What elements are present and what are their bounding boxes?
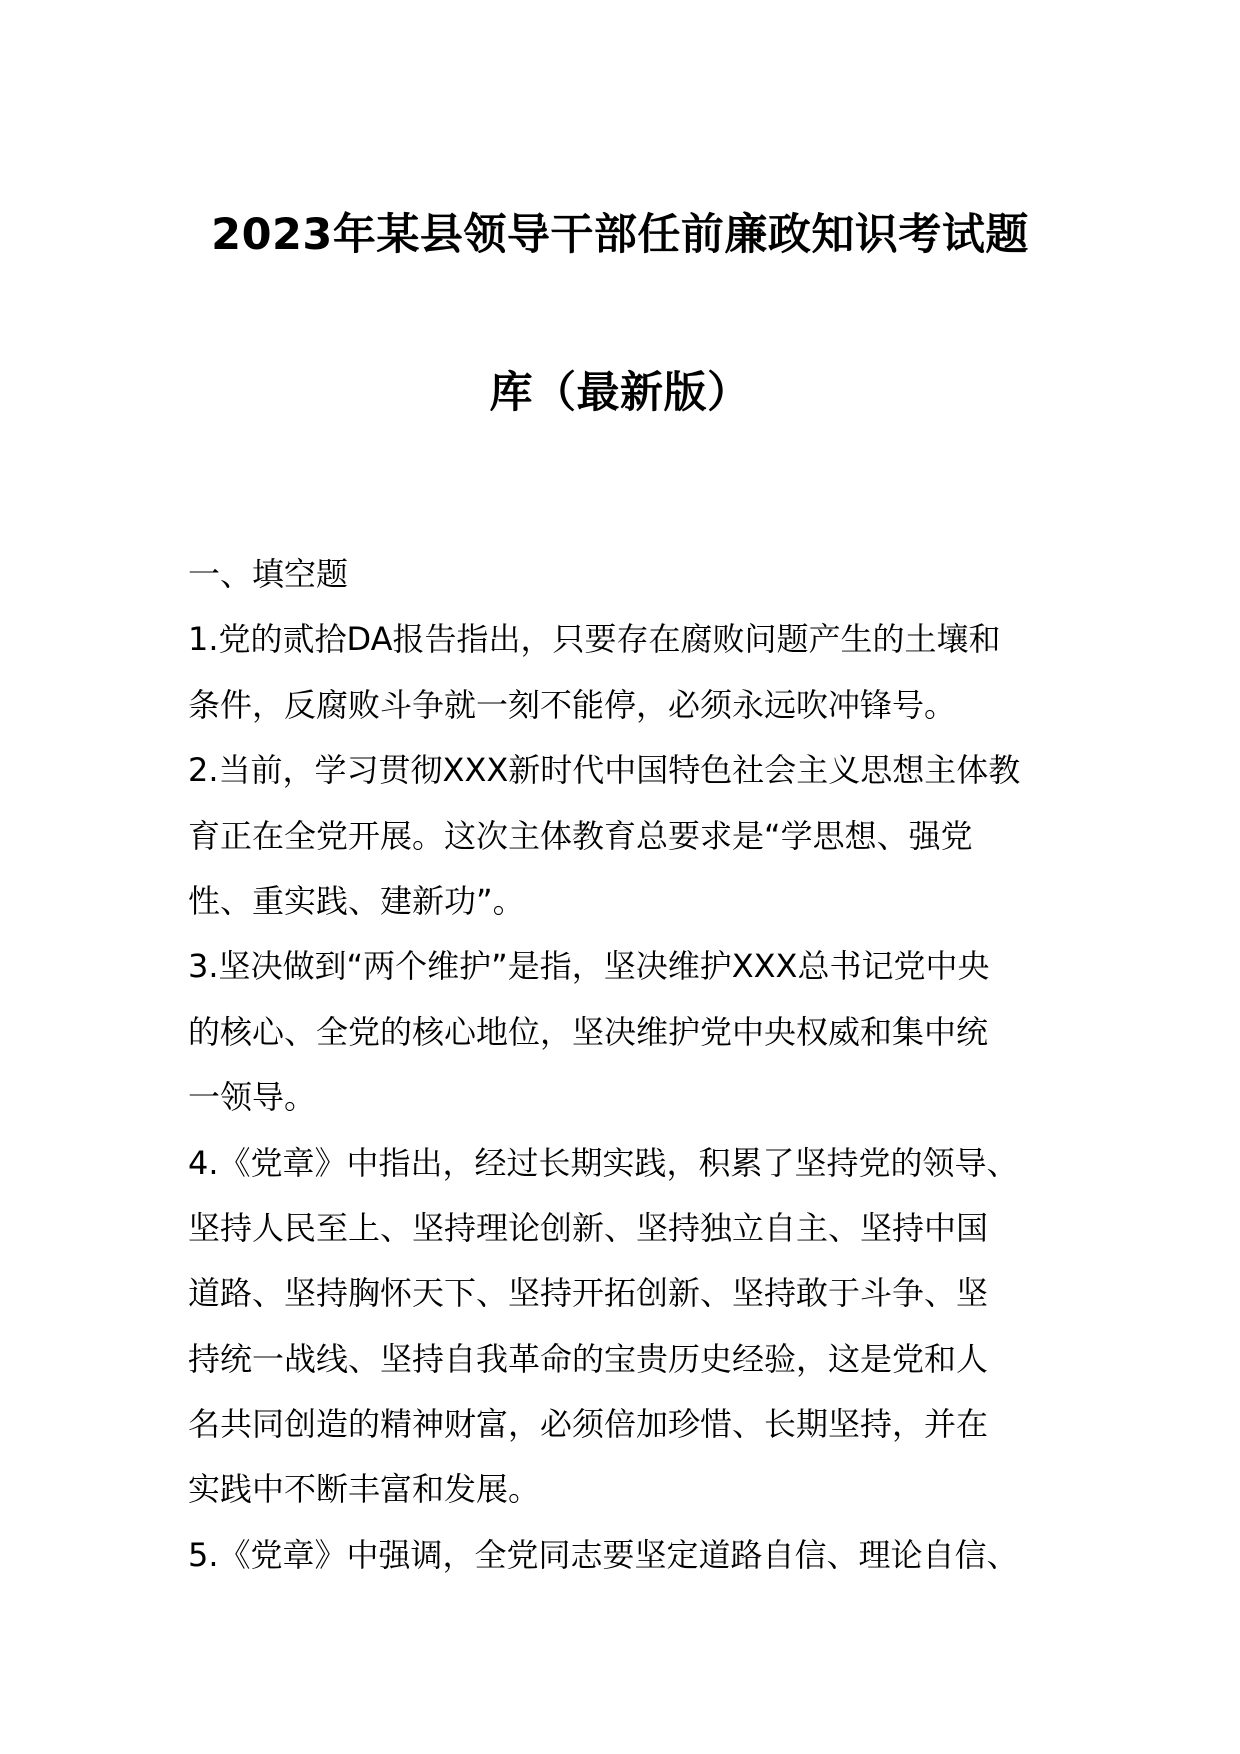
body-line: 性、重实践、建新功”。 [188,881,525,920]
body-line: 名共同创造的精神财富，必须倍加珍惜、长期坚持，并在 [188,1405,989,1444]
body-line: 4.《党章》中指出，经过长期实践，积累了坚持党的领导、 [188,1143,1019,1182]
body-line: 3.坚决做到“两个维护”是指，坚决维护XXX总书记党中央 [188,947,990,986]
body-line: 实践中不断丰富和发展。 [188,1470,541,1509]
body-line: 1.党的贰拾DA报告指出，只要存在腐败问题产生的土壤和 [188,620,1001,659]
body-line: 5.《党章》中强调，全党同志要坚定道路自信、理论自信、 [188,1535,1019,1574]
body-line: 的核心、全党的核心地位，坚决维护党中央权威和集中统 [188,1012,989,1051]
body-line: 持统一战线、坚持自我革命的宝贵历史经验，这是党和人 [188,1339,989,1378]
body-line: 道路、坚持胸怀天下、坚持开拓创新、坚持敢于斗争、坚 [188,1274,989,1313]
section-heading: 一、填空题 [188,555,349,593]
document-title-line-2: 库（最新版） [489,368,751,418]
document-body [188,542,1058,1588]
body-line: 2.当前，学习贯彻XXX新时代中国特色社会主义思想主体教 [188,751,1021,790]
body-line: 坚持人民至上、坚持理论创新、坚持独立自主、坚持中国 [188,1208,989,1247]
body-line: 条件，反腐败斗争就一刻不能停，必须永远吹冲锋号。 [188,685,957,724]
body-line: 一领导。 [188,1078,317,1117]
document-title-line-1: 2023年某县领导干部任前廉政知识考试题 [211,210,1029,260]
body-line: 育正在全党开展。这次主体教育总要求是“学思想、强党 [188,816,973,855]
